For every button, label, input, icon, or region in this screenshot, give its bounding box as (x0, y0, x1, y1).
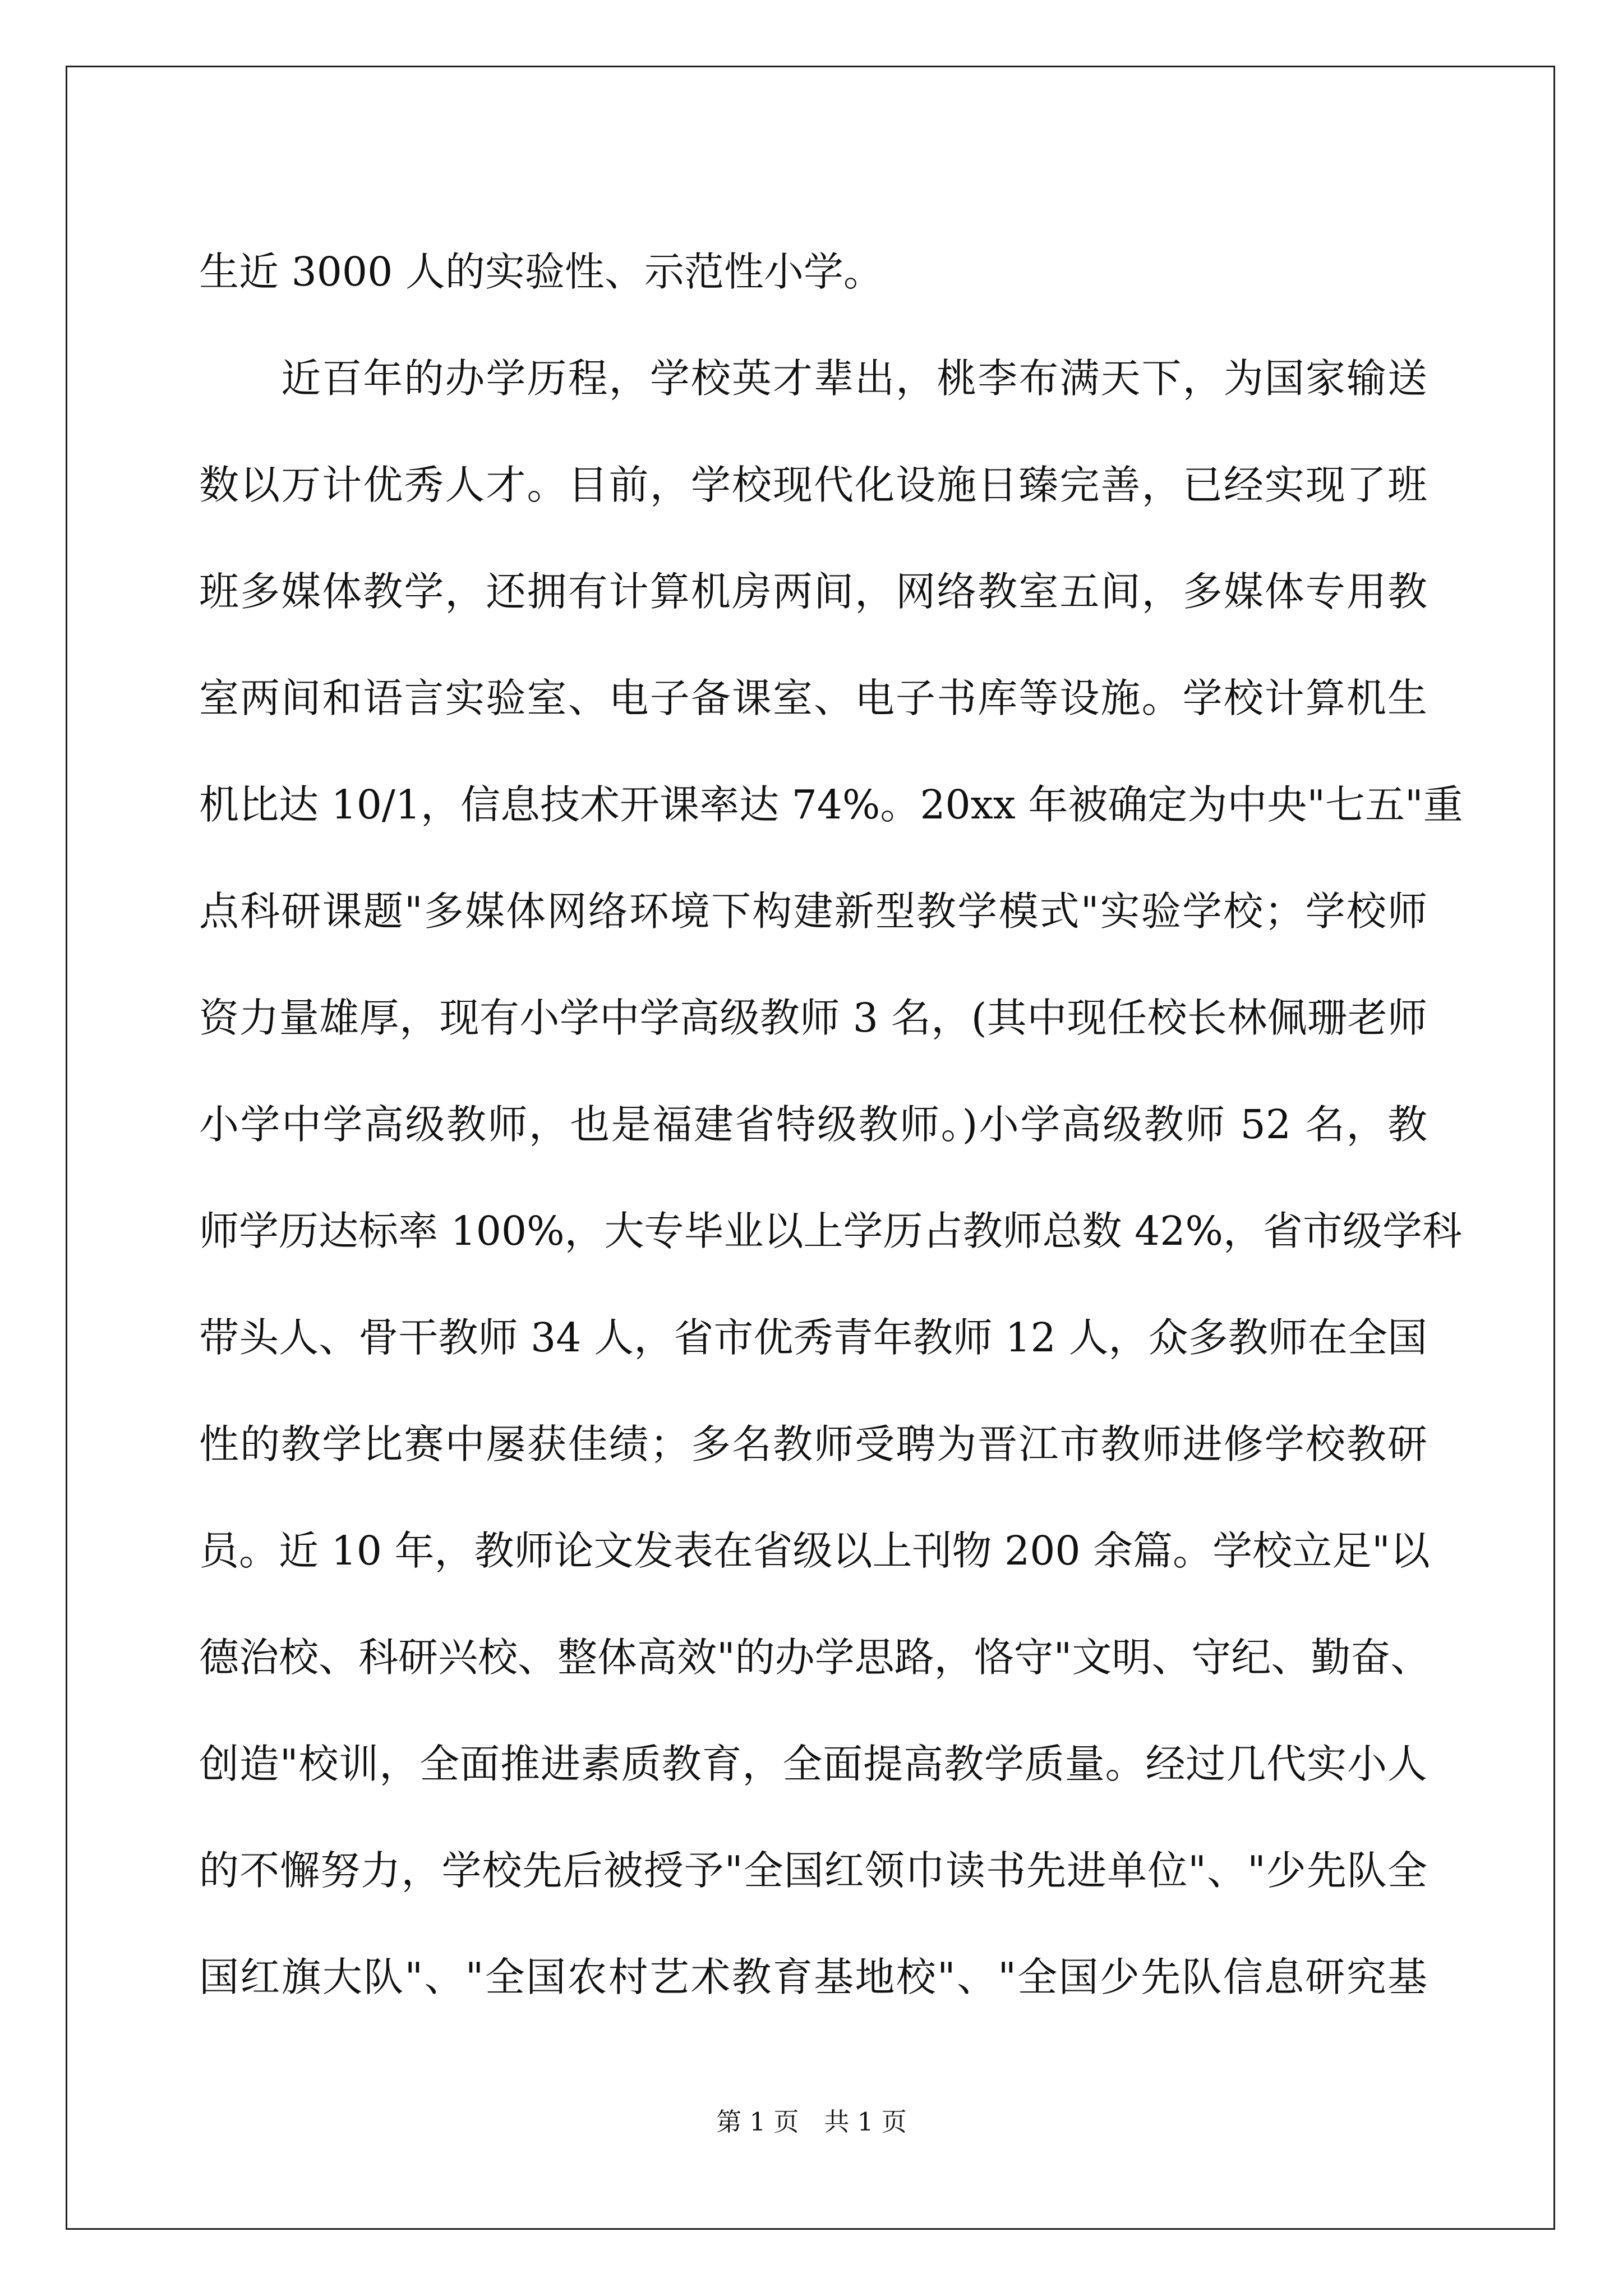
text-line: 点科研课题"多媒体网络环境下构建新型教学模式"实验学校；学校师 (199, 888, 1427, 935)
text-line: 机比达 10/1，信息技术开课率达 74%。20xx 年被确定为中央"七五"重 (199, 781, 1463, 828)
text-line: 德治校、科研兴校、整体高效"的办学思路，恪守"文明、守纪、勤奋、 (199, 1634, 1431, 1681)
text-line: 班多媒体教学，还拥有计算机房两间，网络教室五间，多媒体专用教 (199, 568, 1427, 615)
text-line: 生近 3000 人的实验性、示范性小学。 (199, 249, 883, 295)
text-line: 近百年的办学历程，学校英才辈出，桃李布满天下，为国家输送 (199, 355, 1427, 402)
text-line: 国红旗大队"、"全国农村艺术教育基地校"、"全国少先队信息研究基 (199, 1954, 1427, 2000)
text-line: 资力量雄厚，现有小学中学高级教师 3 名，(其中现任校长林佩珊老师 (199, 995, 1427, 1041)
document-body (199, 219, 1463, 2031)
text-line: 带头人、骨干教师 34 人，省市优秀青年教师 12 人，众多教师在全国 (199, 1314, 1427, 1361)
text-line: 的不懈努力，学校先后被授予"全国红领巾读书先进单位"、"少先队全 (199, 1847, 1427, 1894)
text-line: 师学历达标率 100%，大专毕业以上学历占教师总数 42%，省市级学科 (199, 1208, 1462, 1254)
text-line: 创造"校训，全面推进素质教育，全面提高教学质量。经过几代实小人 (199, 1741, 1427, 1787)
text-line: 小学中学高级教师，也是福建省特级教师。)小学高级教师 52 名，教 (199, 1101, 1427, 1148)
text-line: 数以万计优秀人才。目前，学校现代化设施日臻完善，已经实现了班 (199, 462, 1427, 508)
text-line: 室两间和语言实验室、电子备课室、电子书库等设施。学校计算机生 (199, 675, 1427, 721)
page-number-footer: 第 1 页 共 1 页 (716, 2107, 907, 2137)
text-line: 员。近 10 年，教师论文发表在省级以上刊物 200 余篇。学校立足"以 (199, 1527, 1430, 1574)
text-line: 性的教学比赛中屡获佳绩；多名教师受聘为晋江市教师进修学校教研 (199, 1421, 1427, 1467)
